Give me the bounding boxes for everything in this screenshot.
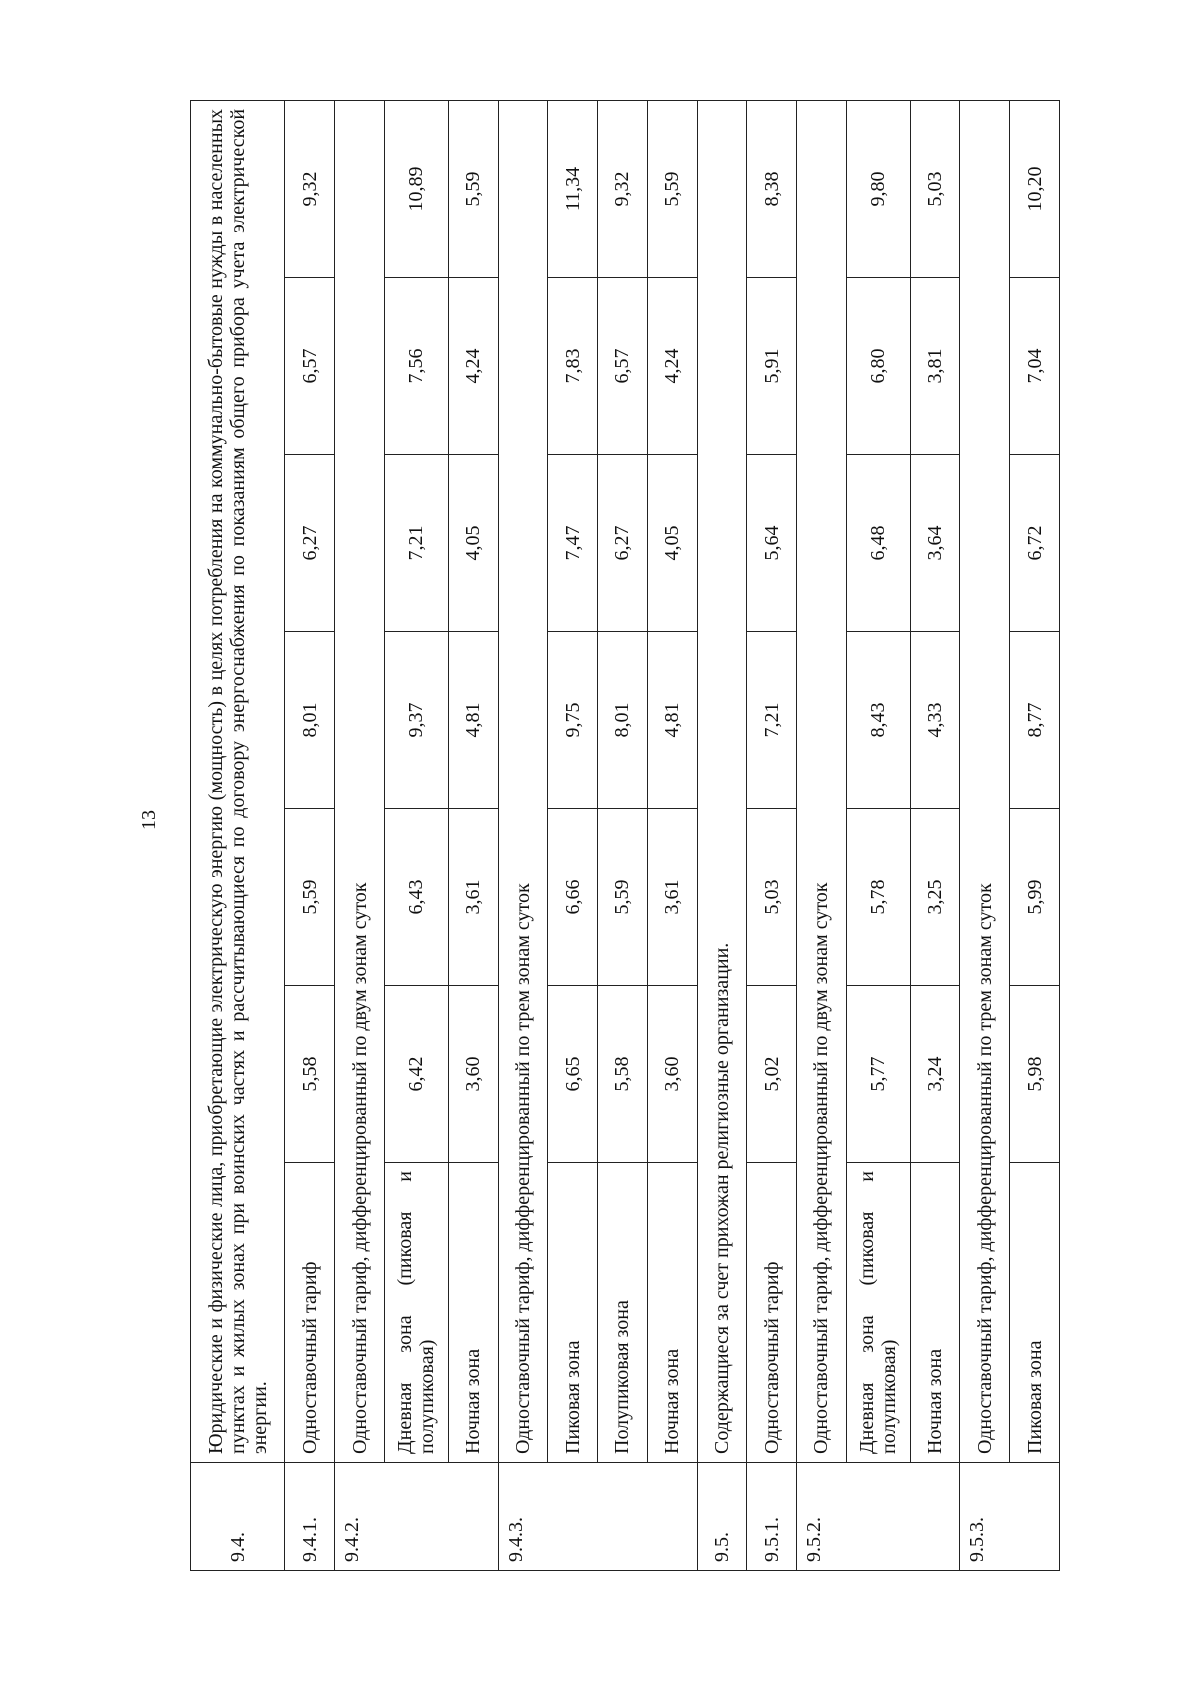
row-code: 9.4.3. — [498, 1463, 697, 1571]
row-label: Дневная зона (пиковая и полупиковая) — [846, 1163, 910, 1463]
tariff-value: 6,27 — [598, 455, 648, 632]
table-row — [448, 100, 498, 1570]
tariff-value: 4,24 — [448, 278, 498, 455]
tariff-value: 4,33 — [910, 632, 960, 809]
table-row-intro — [191, 100, 285, 1570]
tariff-value: 4,24 — [647, 278, 697, 455]
tariff-value: 5,03 — [747, 809, 797, 986]
tariff-value: 5,99 — [1010, 809, 1060, 986]
subsection-title: Одноставочный тариф, дифференцированный по трем зонам суток — [498, 100, 548, 1462]
table-row-subheader — [335, 100, 385, 1570]
row-code: 9.5.1. — [747, 1463, 797, 1571]
tariff-value: 5,03 — [910, 100, 960, 277]
tariff-value: 5,59 — [647, 100, 697, 277]
tariff-value: 3,64 — [910, 455, 960, 632]
rotated-table-container — [190, 101, 1060, 1571]
row-label: Пиковая зона — [548, 1163, 598, 1463]
row-code: 9.4.1. — [285, 1463, 335, 1571]
table-row — [846, 100, 910, 1570]
tariff-value: 6,42 — [384, 986, 448, 1163]
tariff-value: 6,48 — [846, 455, 910, 632]
tariff-value: 8,43 — [846, 632, 910, 809]
section-description: Юридические и физические лица, приобретающие электрическую энергию (мощность) в целях потребления на коммунально-бытовые нужды в населенных пунктах и жилых зонах при воинских частях и рассчитывающиеся по договору энергоснабжения по показаниям общего прибора учета электрической энергии. — [191, 100, 285, 1462]
row-label: Ночная зона — [448, 1163, 498, 1463]
row-label: Дневная зона (пиковая и полупиковая) — [384, 1163, 448, 1463]
tariff-value: 4,81 — [647, 632, 697, 809]
subsection-title: Одноставочный тариф, дифференцированный по трем зонам суток — [960, 100, 1010, 1462]
tariff-value: 7,04 — [1010, 278, 1060, 455]
tariff-value: 5,98 — [1010, 986, 1060, 1163]
tariff-value: 3,24 — [910, 986, 960, 1163]
tariff-value: 7,21 — [384, 455, 448, 632]
tariff-value: 6,72 — [1010, 455, 1060, 632]
tariff-value: 6,57 — [598, 278, 648, 455]
tariff-value: 7,47 — [548, 455, 598, 632]
tariff-table — [190, 100, 1060, 1571]
tariff-value: 4,05 — [647, 455, 697, 632]
tariff-value: 5,59 — [598, 809, 648, 986]
tariff-value: 3,61 — [448, 809, 498, 986]
tariff-value: 3,61 — [647, 809, 697, 986]
row-code: 9.5.2. — [796, 1463, 959, 1571]
table-row — [910, 100, 960, 1570]
table-row — [285, 100, 335, 1570]
section-title: Содержащиеся за счет прихожан религиозные организации. — [697, 100, 747, 1462]
row-label: Одноставочный тариф — [285, 1163, 335, 1463]
section-code: 9.4. — [191, 1463, 285, 1571]
tariff-value: 8,77 — [1010, 632, 1060, 809]
page-number: 13 — [138, 810, 160, 830]
tariff-value: 7,83 — [548, 278, 598, 455]
tariff-value: 4,81 — [448, 632, 498, 809]
tariff-value: 7,56 — [384, 278, 448, 455]
table-row — [647, 100, 697, 1570]
tariff-value: 5,59 — [285, 809, 335, 986]
table-row — [747, 100, 797, 1570]
tariff-value: 8,01 — [598, 632, 648, 809]
tariff-value: 4,05 — [448, 455, 498, 632]
tariff-value: 10,89 — [384, 100, 448, 277]
table-row — [548, 100, 598, 1570]
table-row-subheader — [498, 100, 548, 1570]
tariff-value: 9,75 — [548, 632, 598, 809]
tariff-value: 5,58 — [285, 986, 335, 1163]
table-row-subheader — [960, 100, 1010, 1570]
tariff-value: 5,78 — [846, 809, 910, 986]
tariff-value: 5,02 — [747, 986, 797, 1163]
tariff-value: 9,80 — [846, 100, 910, 277]
tariff-value: 8,01 — [285, 632, 335, 809]
tariff-value: 3,60 — [448, 986, 498, 1163]
row-code: 9.5. — [697, 1463, 747, 1571]
row-code: 9.5.3. — [960, 1463, 1060, 1571]
tariff-value: 5,64 — [747, 455, 797, 632]
tariff-value: 8,38 — [747, 100, 797, 277]
row-label: Ночная зона — [647, 1163, 697, 1463]
tariff-value: 6,65 — [548, 986, 598, 1163]
tariff-value: 3,81 — [910, 278, 960, 455]
row-code: 9.4.2. — [335, 1463, 498, 1571]
tariff-value: 6,57 — [285, 278, 335, 455]
tariff-value: 6,80 — [846, 278, 910, 455]
tariff-value: 5,77 — [846, 986, 910, 1163]
tariff-value: 9,32 — [598, 100, 648, 277]
subsection-title: Одноставочный тариф, дифференцированный по двум зонам суток — [796, 100, 846, 1462]
tariff-value: 3,25 — [910, 809, 960, 986]
tariff-value: 9,32 — [285, 100, 335, 277]
table-row — [384, 100, 448, 1570]
table-row — [1010, 100, 1060, 1570]
tariff-value: 5,59 — [448, 100, 498, 277]
table-row-section — [697, 100, 747, 1570]
tariff-value: 5,91 — [747, 278, 797, 455]
row-label: Одноставочный тариф — [747, 1163, 797, 1463]
tariff-value: 7,21 — [747, 632, 797, 809]
tariff-value: 10,20 — [1010, 100, 1060, 277]
row-label: Пиковая зона — [1010, 1163, 1060, 1463]
table-row-subheader — [796, 100, 846, 1570]
tariff-value: 6,43 — [384, 809, 448, 986]
tariff-value: 3,60 — [647, 986, 697, 1163]
table-row — [598, 100, 648, 1570]
row-label: Полупиковая зона — [598, 1163, 648, 1463]
tariff-value: 6,27 — [285, 455, 335, 632]
tariff-value: 6,66 — [548, 809, 598, 986]
row-label: Ночная зона — [910, 1163, 960, 1463]
tariff-value: 9,37 — [384, 632, 448, 809]
tariff-value: 5,58 — [598, 986, 648, 1163]
subsection-title: Одноставочный тариф, дифференцированный по двум зонам суток — [335, 100, 385, 1462]
tariff-value: 11,34 — [548, 100, 598, 277]
